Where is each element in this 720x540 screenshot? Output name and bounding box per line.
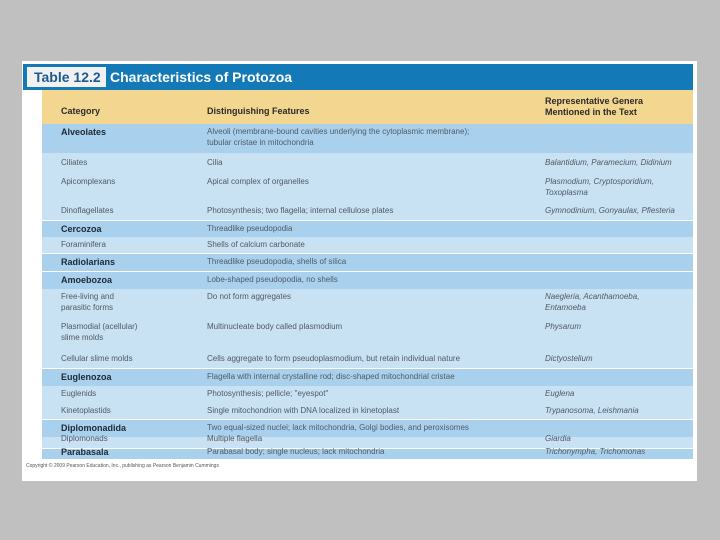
row-category: Kinetoplastids bbox=[61, 406, 111, 415]
row-features: Single mitochondrion with DNA localized in kinetoplast bbox=[207, 406, 400, 415]
header-genera-line1: Representative Genera bbox=[545, 96, 644, 106]
row-features: Photosynthesis; two flagella; internal cellulose plates bbox=[207, 206, 394, 215]
row-category: Foraminifera bbox=[61, 240, 106, 249]
row-features: Photosynthesis; pellicle; "eyespot" bbox=[207, 389, 329, 398]
row-category: Euglenids bbox=[61, 389, 97, 398]
row-category: Dinoflagellates bbox=[61, 206, 114, 215]
row-category: Diplomonads bbox=[61, 434, 108, 443]
row-features: Flagella with internal crystalline rod; disc-shaped mitochondrial cristae bbox=[207, 372, 455, 381]
header-genera-line2: Mentioned in the Text bbox=[545, 107, 637, 117]
row-features: Cells aggregate to form pseudoplasmodium, but retain individual nature bbox=[207, 354, 461, 363]
row-category: Cercozoa bbox=[61, 224, 102, 234]
row-category: Alveolates bbox=[61, 127, 107, 137]
row-category: Radiolarians bbox=[61, 257, 116, 267]
row-features: Multiple flagella bbox=[207, 434, 263, 443]
table-title-bar bbox=[23, 64, 693, 90]
row-features: Lobe-shaped pseudopodia, no shells bbox=[207, 275, 338, 284]
row-category: Plasmodial (acellular) bbox=[61, 322, 138, 331]
row-category: Parabasala bbox=[61, 447, 109, 457]
row-features: Shells of calcium carbonate bbox=[207, 240, 305, 249]
table-row bbox=[42, 369, 693, 386]
row-genera: Trichonympha, Trichomonas bbox=[545, 447, 646, 456]
row-category: Free-living and bbox=[61, 292, 114, 301]
table-row bbox=[42, 350, 693, 368]
table-row bbox=[42, 289, 693, 318]
table-row bbox=[42, 272, 693, 289]
row-category: Cellular slime molds bbox=[61, 354, 133, 363]
table-row bbox=[42, 124, 693, 153]
table-row bbox=[42, 221, 693, 237]
row-category: Euglenozoa bbox=[61, 372, 112, 382]
row-features-line2: tubular cristae in mitochondria bbox=[207, 138, 314, 147]
row-category-line2: parasitic forms bbox=[61, 303, 114, 312]
row-genera: Euglena bbox=[545, 389, 575, 398]
row-category-line2: slime molds bbox=[61, 333, 104, 342]
row-features: Parabasal body; single nucleus; lack mitochondria bbox=[207, 447, 385, 456]
table-row bbox=[42, 386, 693, 403]
copyright-notice: Copyright © 2009 Pearson Education, Inc., publishing as Pearson Benjamin Cummings bbox=[26, 463, 219, 469]
row-features: Threadlike pseudopodia, shells of silica bbox=[207, 257, 347, 266]
row-category: Ciliates bbox=[61, 158, 88, 167]
row-genera: Trypanosoma, Leishmania bbox=[545, 406, 639, 415]
table-row bbox=[42, 173, 693, 203]
row-genera: Giardia bbox=[545, 434, 571, 443]
row-features: Multinucleate body called plasmodium bbox=[207, 322, 343, 331]
table-row bbox=[42, 449, 693, 459]
row-genera: Plasmodium, Cryptosporidium, bbox=[545, 177, 654, 186]
row-features: Do not form aggregates bbox=[207, 292, 292, 301]
header-features: Distinguishing Features bbox=[207, 106, 310, 116]
row-genera: Naegleria, Acanthamoeba, bbox=[545, 292, 640, 301]
table-title: Characteristics of Protozoa bbox=[110, 69, 293, 85]
row-features: Cilia bbox=[207, 158, 223, 167]
table-left-margin bbox=[23, 90, 42, 459]
table-number: Table 12.2 bbox=[27, 67, 106, 87]
row-genera: Balantidium, Paramecium, Didinium bbox=[545, 158, 672, 167]
row-genera: Physarum bbox=[545, 322, 582, 331]
header-category: Category bbox=[61, 106, 101, 116]
row-genera: Dictyostelium bbox=[545, 354, 593, 363]
row-features: Alveoli (membrane-bound cavities underlying the cytoplasmic membrane); bbox=[207, 127, 470, 136]
table-header bbox=[42, 90, 693, 124]
slide bbox=[22, 61, 697, 481]
row-features: Threadlike pseudopodia bbox=[207, 224, 293, 233]
row-category: Apicomplexans bbox=[61, 177, 116, 186]
table-row bbox=[42, 153, 693, 173]
table-row bbox=[42, 203, 693, 220]
row-genera: Gymnodinium, Gonyaulax, Pfiesteria bbox=[545, 206, 675, 215]
row-features: Two equal-sized nuclei; lack mitochondria, Golgi bodies, and peroxisomes bbox=[207, 423, 469, 432]
table-row bbox=[42, 254, 693, 271]
row-category: Amoebozoa bbox=[61, 275, 113, 285]
table-row bbox=[42, 318, 693, 350]
table-row bbox=[42, 403, 693, 419]
row-genera-line2: Entamoeba bbox=[545, 303, 586, 312]
row-category: Diplomonadida bbox=[61, 423, 126, 433]
row-features: Apical complex of organelles bbox=[207, 177, 309, 186]
protozoa-table bbox=[42, 90, 693, 459]
row-genera-line2: Toxoplasma bbox=[545, 188, 588, 197]
table-row bbox=[42, 237, 693, 253]
